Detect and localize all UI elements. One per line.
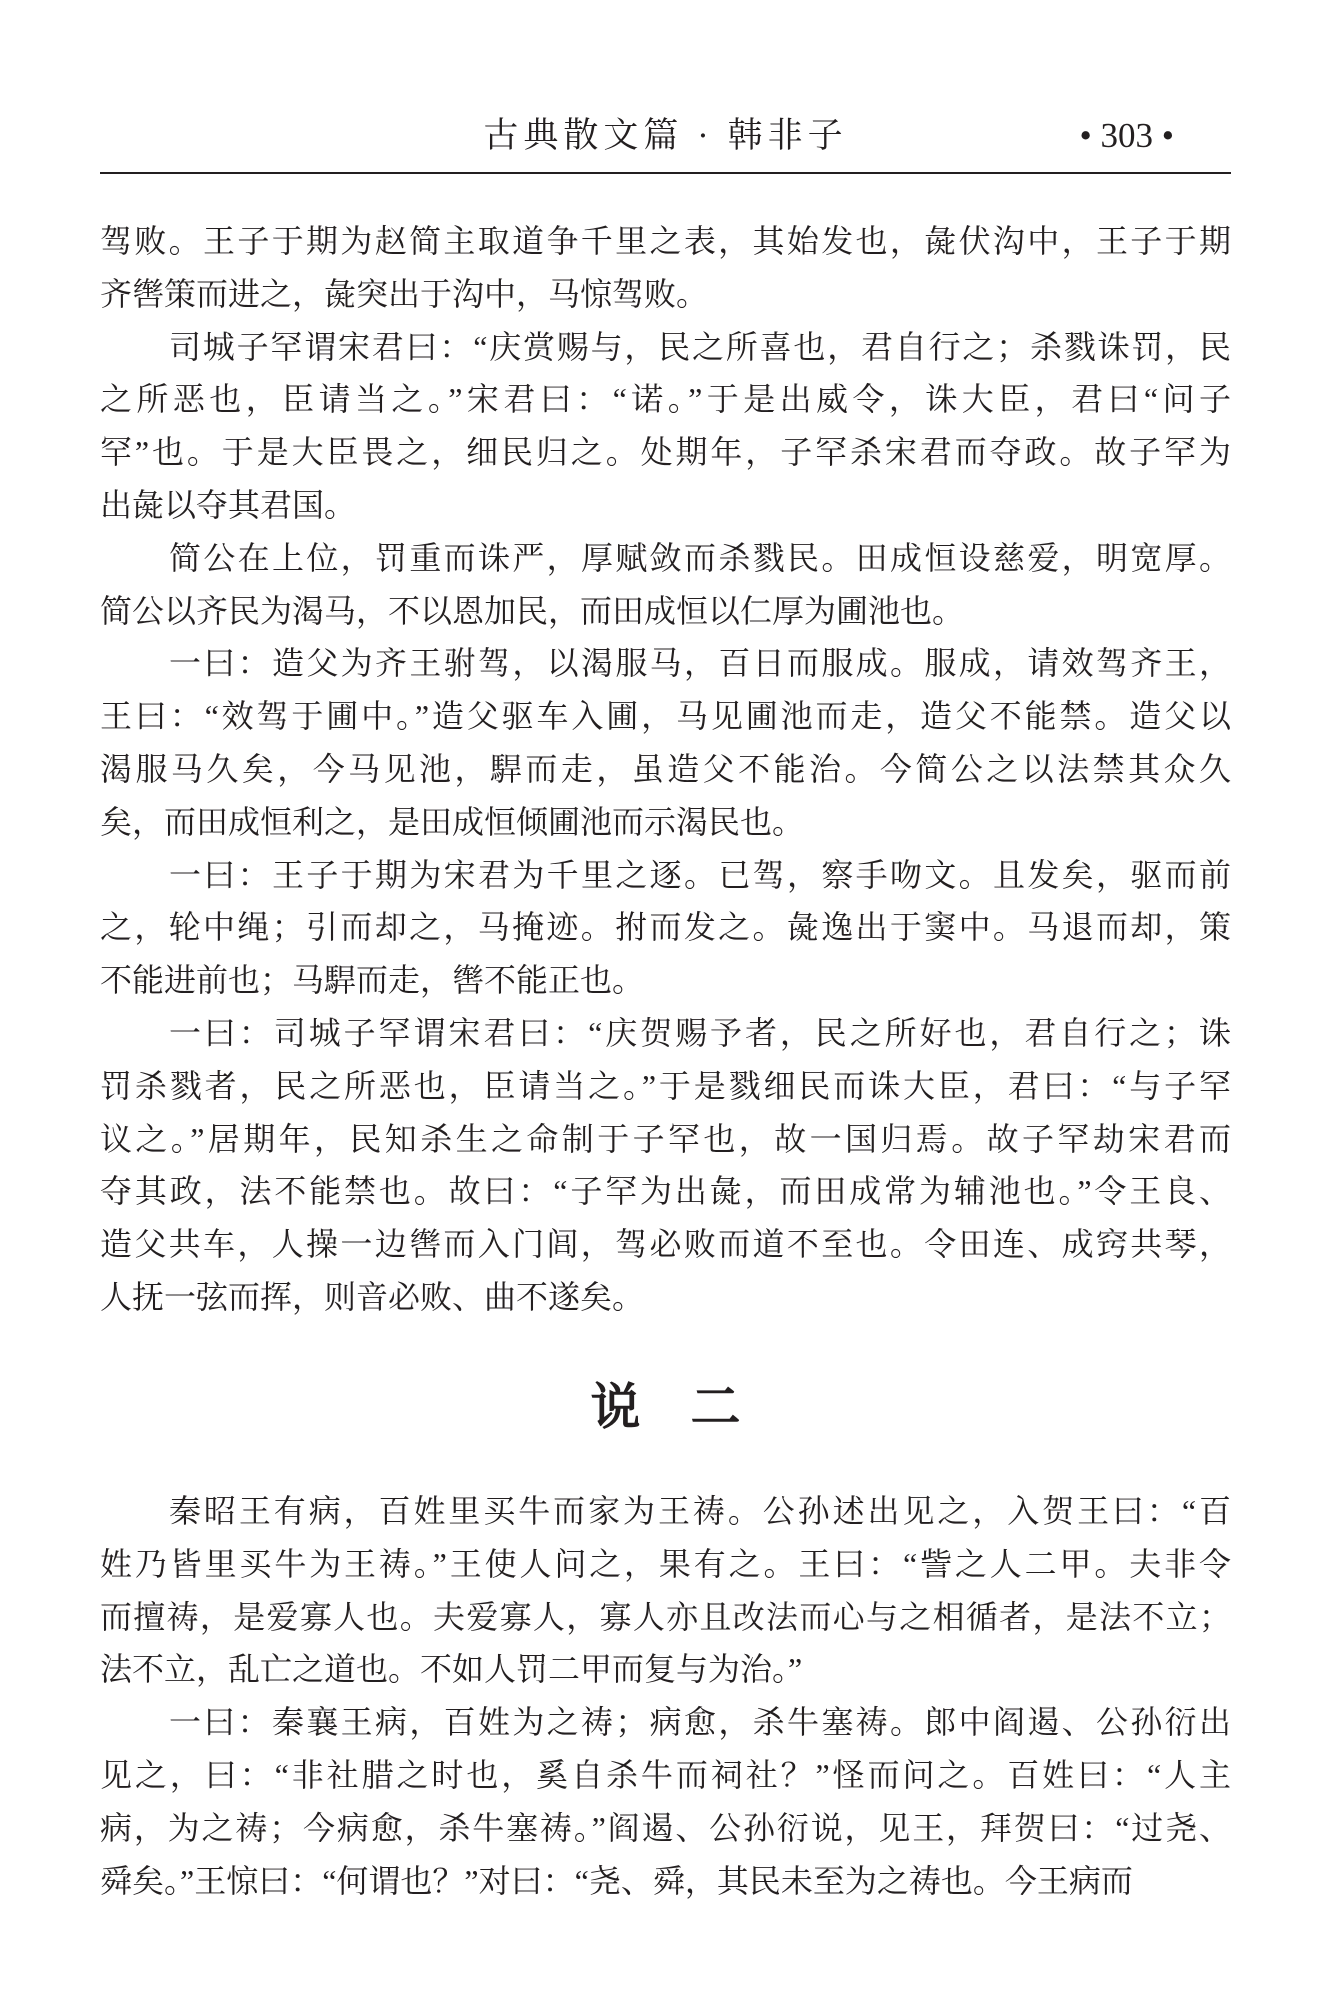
text-line <box>100 637 1231 690</box>
text-line <box>100 1855 1231 1908</box>
text-line <box>100 215 1231 268</box>
text-line <box>100 1696 1231 1749</box>
line-text: 渴服马久矣，今马见池，駻而走，虽造父不能治。今简公之以法禁其众久 <box>100 750 1231 787</box>
line-text: 齐辔策而进之，彘突出于沟中，马惊驾败。 <box>100 275 709 312</box>
text-line <box>100 268 1231 321</box>
text-line <box>100 796 1231 849</box>
paragraph <box>100 1696 1231 1907</box>
line-text: 造父共车，人操一边辔而入门闾，驾必败而道不至也。令田连、成窍共琴， <box>100 1226 1231 1263</box>
line-text: 病，为之祷；今病愈，杀牛塞祷。”阎遏、公孙衍说，见王，拜贺曰：“过尧、 <box>100 1809 1231 1846</box>
text-line <box>100 1271 1231 1324</box>
text-line <box>100 585 1231 638</box>
text-line <box>100 479 1231 532</box>
section-heading: 说 二 <box>590 1379 741 1435</box>
line-text: 秦昭王有病，百姓里买牛而家为王祷。公孙述出见之，入贺王曰：“百 <box>169 1493 1231 1529</box>
text-line <box>100 901 1231 954</box>
text-line <box>100 373 1231 426</box>
paragraph <box>100 1007 1231 1324</box>
line-text: 人抚一弦而挥，则音必败、曲不遂矣。 <box>100 1278 645 1315</box>
line-text: 夺其政，法不能禁也。故曰：“子罕为出彘，而田成常为辅池也。”令王良、 <box>100 1173 1231 1210</box>
text-line <box>100 1060 1231 1113</box>
text-line <box>100 1485 1231 1538</box>
line-text: 出彘以夺其君国。 <box>100 486 357 523</box>
text-line <box>100 1113 1231 1166</box>
text-line <box>100 1538 1231 1591</box>
paragraph <box>100 849 1231 1007</box>
text-line <box>100 743 1231 796</box>
line-text: 司城子罕谓宋君曰：“庆赏赐与，民之所喜也，君自行之；杀戮诛罚，民 <box>169 328 1231 365</box>
text-line <box>100 321 1231 374</box>
line-text: 罚杀戮者，民之所恶也，臣请当之。”于是戮细民而诛大臣，君曰：“与子罕 <box>100 1067 1231 1104</box>
line-text: 一曰：秦襄王病，百姓为之祷；病愈，杀牛塞祷。郎中阎遏、公孙衍出 <box>169 1704 1231 1741</box>
line-text: 一曰：造父为齐王驸驾，以渴服马，百日而服成。服成，请效驾齐王， <box>169 645 1231 682</box>
line-text: 一曰：司城子罕谓宋君曰：“庆贺赐予者，民之所好也，君自行之；诛 <box>169 1014 1231 1051</box>
paragraph-continued <box>100 215 1231 321</box>
text-line <box>100 1802 1231 1855</box>
line-text: 罕”也。于是大臣畏之，细民归之。处期年，子罕杀宋君而夺政。故子罕为 <box>100 434 1231 471</box>
line-text: 见之，曰：“非社腊之时也，奚自杀牛而祠社？”怪而问之。百姓曰：“人主 <box>100 1756 1231 1793</box>
paragraph <box>100 637 1231 848</box>
paragraph <box>100 532 1231 638</box>
text-line <box>100 1007 1231 1060</box>
text-line <box>100 1749 1231 1802</box>
page-header <box>100 0 1231 176</box>
line-text: 简公以齐民为渴马，不以恩加民，而田成恒以仁厚为圃池也。 <box>100 592 965 629</box>
line-text: 姓乃皆里买牛为王祷。”王使人问之，果有之。王曰：“訾之人二甲。夫非令 <box>100 1545 1231 1582</box>
line-text: 矣，而田成恒利之，是田成恒倾圃池而示渴民也。 <box>100 803 805 840</box>
text-line <box>100 1643 1231 1696</box>
text-line <box>100 532 1231 585</box>
text-line <box>100 954 1231 1007</box>
line-text: 之，轮中绳；引而却之，马掩迹。拊而发之。彘逸出于窦中。马退而却，策 <box>100 909 1231 946</box>
line-text: 驾败。王子于期为赵简主取道争千里之表，其始发也，彘伏沟中，王子于期 <box>100 223 1231 259</box>
line-text: 而擅祷，是爱寡人也。夫爱寡人，寡人亦且改法而心与之相循者，是法不立； <box>100 1598 1231 1635</box>
header-rule <box>100 172 1231 174</box>
body-text <box>100 215 1231 1324</box>
page-number: • 303 • <box>1079 116 1174 155</box>
text-line <box>100 1165 1231 1218</box>
line-text: 法不立，乱亡之道也。不如人罚二甲而复与为治。” <box>100 1651 803 1688</box>
line-text: 简公在上位，罚重而诛严，厚赋敛而杀戮民。田成恒设慈爱，明宽厚。 <box>169 539 1231 576</box>
text-line <box>100 1591 1231 1644</box>
text-line <box>100 1218 1231 1271</box>
text-line <box>100 849 1231 902</box>
line-text: 一曰：王子于期为宋君为千里之逐。已驾，察手吻文。且发矣，驱而前 <box>169 856 1231 893</box>
text-line <box>100 426 1231 479</box>
section-text <box>100 1485 1231 1907</box>
line-text: 议之。”居期年，民知杀生之命制于子罕也，故一国归焉。故子罕劫宋君而 <box>100 1120 1231 1157</box>
paragraph <box>100 1485 1231 1696</box>
line-text: 王曰：“效驾于圃中。”造父驱车入圃，马见圃池而走，造父不能禁。造父以 <box>100 698 1231 735</box>
text-line <box>100 690 1231 743</box>
line-text: 舜矣。”王惊曰：“何谓也？”对曰：“尧、舜，其民未至为之祷也。今王病而 <box>100 1862 1133 1899</box>
line-text: 之所恶也，臣请当之。”宋君曰：“诺。”于是出威令，诛大臣，君曰“问子 <box>100 381 1231 418</box>
paragraph <box>100 321 1231 532</box>
line-text: 不能进前也；马駻而走，辔不能正也。 <box>100 962 645 999</box>
running-head-title: 古典散文篇 · 韩非子 <box>483 116 848 155</box>
